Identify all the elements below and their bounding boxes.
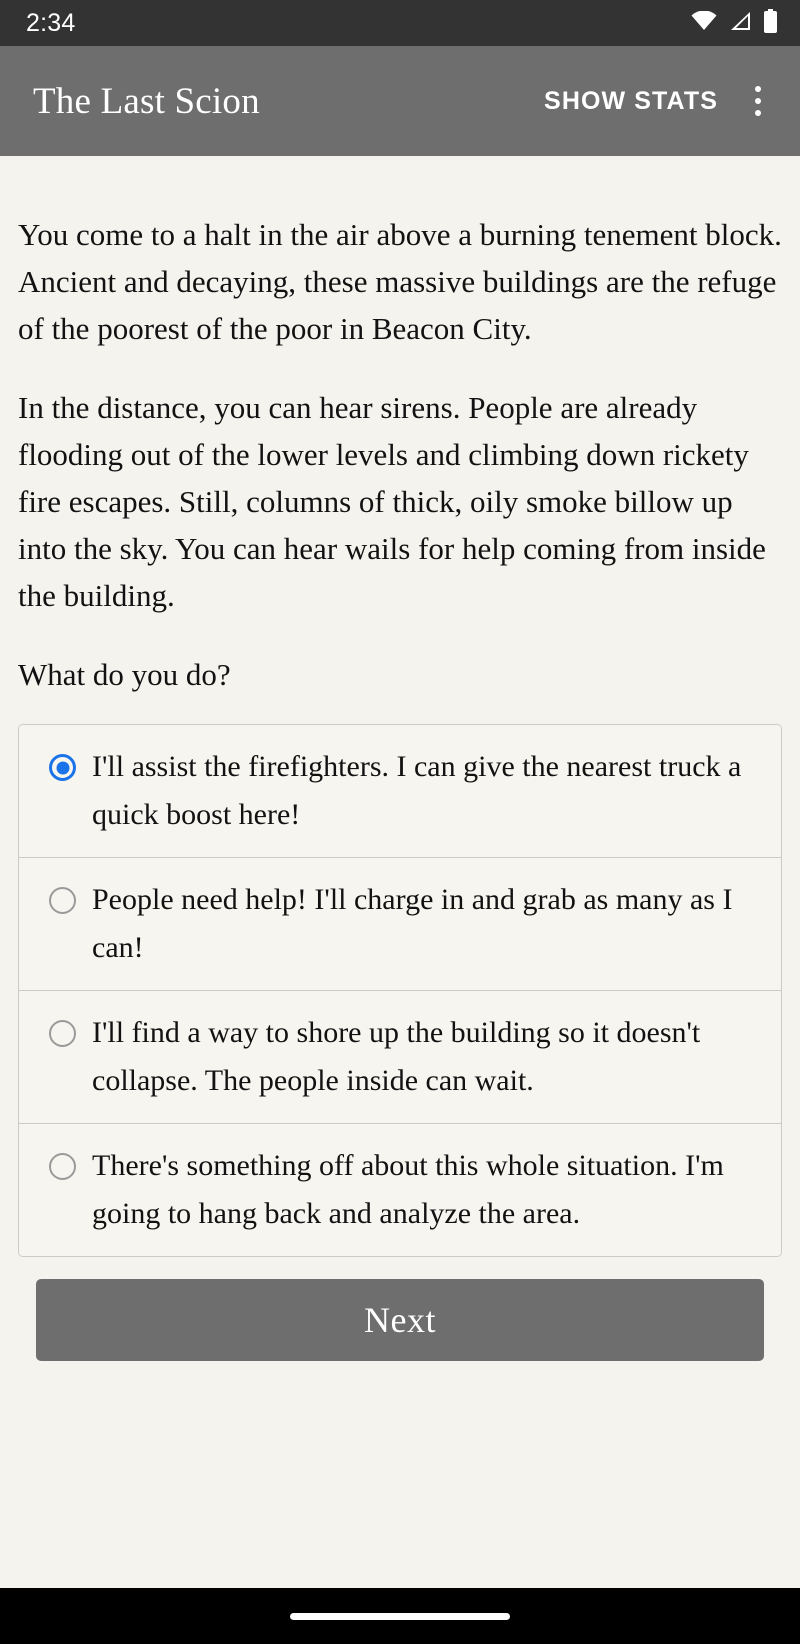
- next-button[interactable]: Next: [36, 1279, 764, 1361]
- wifi-icon: [691, 11, 717, 36]
- battery-icon: [763, 9, 778, 38]
- next-button-container: [18, 1257, 782, 1361]
- list-item[interactable]: [19, 991, 781, 1124]
- status-bar: [0, 0, 800, 46]
- story-prompt: What do you do?: [18, 657, 231, 692]
- signal-icon: [728, 11, 752, 36]
- choice-label: I'll assist the firefighters. I can give the nearest truck a quick boost here!: [92, 750, 742, 831]
- choice-label: There's something off about this whole situation. I'm going to hang back and analyze the area.: [92, 1149, 724, 1230]
- list-item[interactable]: [19, 725, 781, 858]
- more-vert-dot: [755, 86, 761, 92]
- list-item[interactable]: [19, 1124, 781, 1256]
- choice-label: People need help! I'll charge in and grab as many as I can!: [92, 883, 733, 964]
- more-vert-icon[interactable]: [732, 73, 784, 129]
- more-vert-dot: [755, 110, 761, 116]
- radio-button[interactable]: [49, 1020, 76, 1047]
- status-bar-clock: 2:34: [26, 8, 76, 37]
- home-gesture-pill[interactable]: [290, 1613, 510, 1620]
- list-item[interactable]: [19, 858, 781, 991]
- system-navigation-bar: [0, 1588, 800, 1644]
- choice-label: I'll find a way to shore up the building so it doesn't collapse. The people inside can wait.: [92, 1016, 701, 1097]
- story-content: [0, 156, 800, 1588]
- status-bar-icons: [691, 9, 778, 38]
- app-bar: [0, 46, 800, 156]
- story-paragraph: In the distance, you can hear sirens. People are already flooding out of the lower levels and climbing down rickety fire escapes. Still, columns of thick, oily smoke billow up into the sky. You can hear wails for help coming from inside the building.: [18, 390, 766, 613]
- choice-list: [18, 724, 782, 1257]
- story-paragraph: You come to a halt in the air above a burning tenement block. Ancient and decaying, these massive buildings are the refuge of the poorest of the poor in Beacon City.: [18, 217, 782, 346]
- show-stats-button[interactable]: SHOW STATS: [544, 86, 718, 115]
- radio-button[interactable]: [49, 887, 76, 914]
- radio-button-selected[interactable]: [49, 754, 76, 781]
- radio-button[interactable]: [49, 1153, 76, 1180]
- page-title: The Last Scion: [33, 80, 260, 122]
- more-vert-dot: [755, 98, 761, 104]
